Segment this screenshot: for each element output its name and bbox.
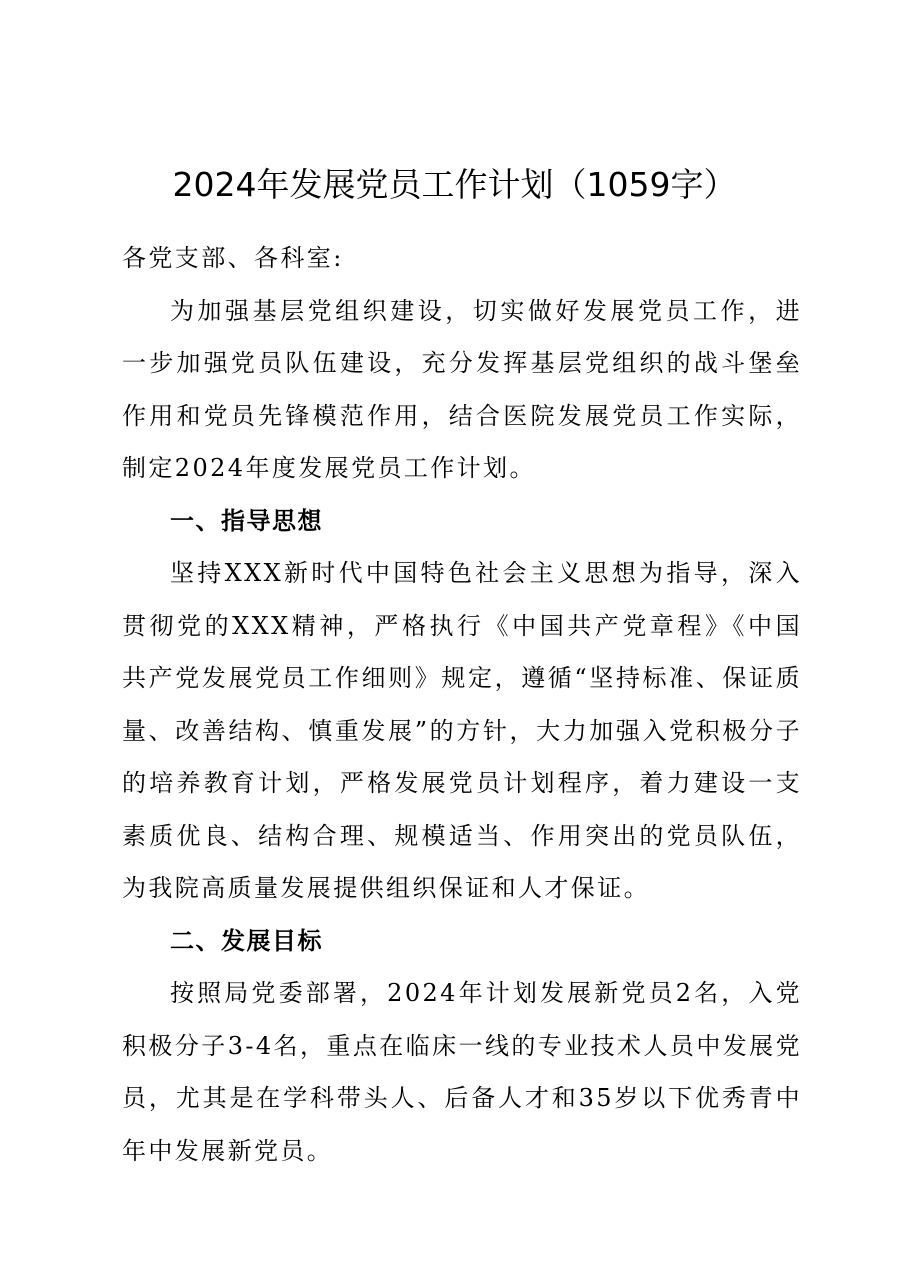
document-body xyxy=(122,232,802,1177)
section-paragraph-guiding-ideology: 坚持XXX新时代中国特色社会主义思想为指导，深入贯彻党的XXX精神，严格执行《中国共产党章程》《中国共产党发展党员工作细则》规定，遵循“坚持标准、保证质量、改善结构、慎重发展”的方针，大力加强入党积极分子的培养教育计划，严格发展党员计划程序，着力建设一支素质优良、结构合理、规模适当、作用突出的党员队伍，为我院高质量发展提供组织保证和人才保证。 xyxy=(122,559,802,902)
section-heading-development-goals: 二、发展目标 xyxy=(170,926,323,955)
section-paragraph-development-goals: 按照局党委部署，2024年计划发展新党员2名，入党积极分子3-4名，重点在临床一线的专业技术人员中发展党员，尤其是在学科带头人、后备人才和35岁以下优秀青中年中发展新党员。 xyxy=(122,979,802,1165)
document-title: 2024年发展党员工作计划（1059字） xyxy=(172,165,737,204)
intro-paragraph: 为加强基层党组织建设，切实做好发展党员工作，进一步加强党员队伍建设，充分发挥基层党组织的战斗堡垒作用和党员先锋模范作用，结合医院发展党员工作实际，制定2024年度发展党员工作计划。 xyxy=(122,296,802,482)
section-heading-guiding-ideology: 一、指导思想 xyxy=(170,506,323,535)
salutation: 各党支部、各科室: xyxy=(122,244,344,272)
